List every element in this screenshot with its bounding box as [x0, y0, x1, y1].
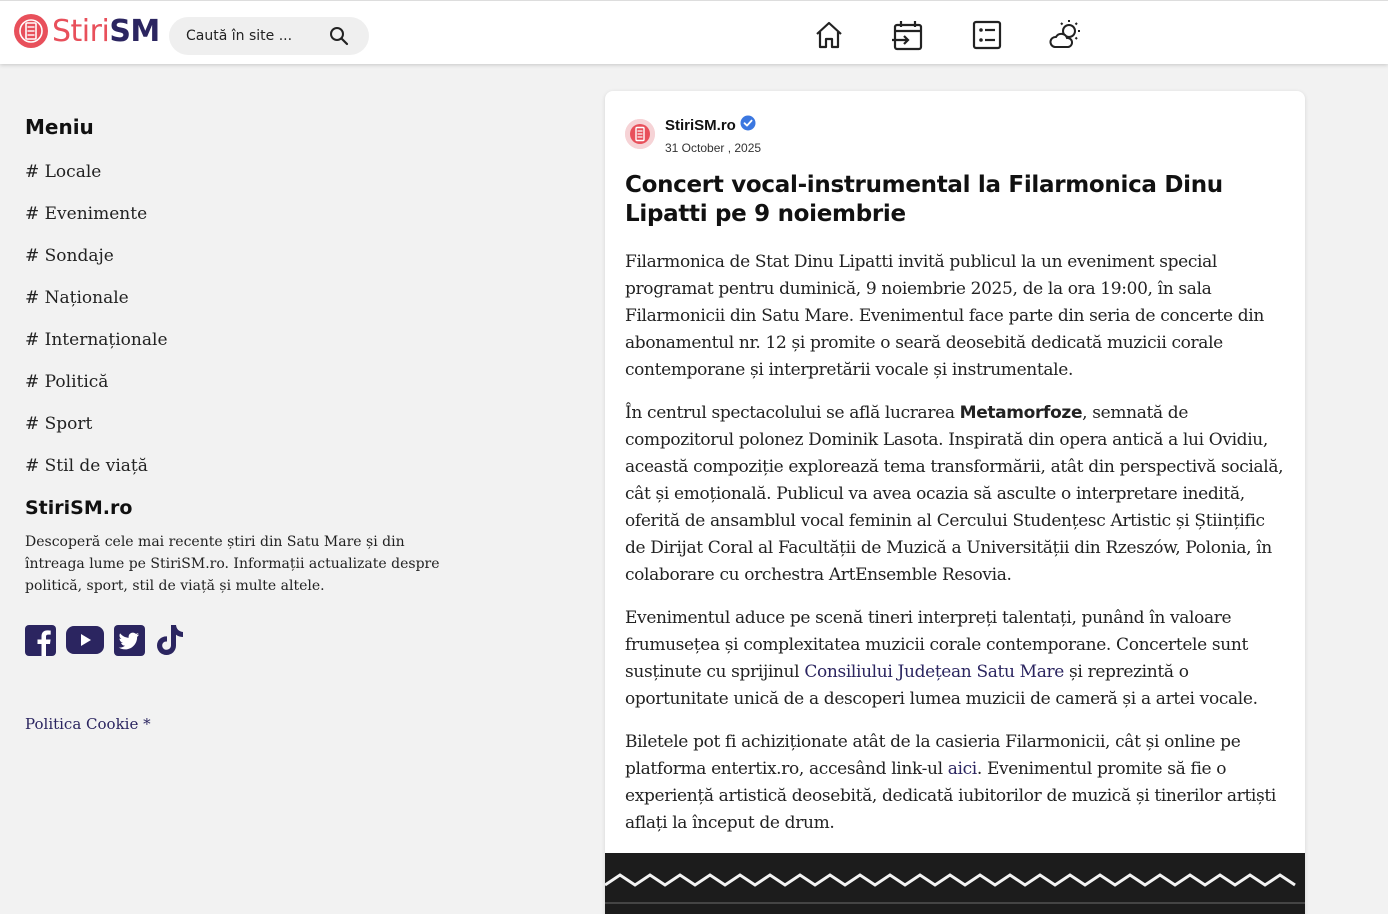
sidebar-item-stil-de-viata[interactable]: # Stil de viață [25, 456, 148, 476]
article-paragraph: Filarmonica de Stat Dinu Lipatti invită publicul la un eveniment special programat pentru duminică, 9 noiembrie 2025, de la ora 19:00, în sala Filarmonicii din Satu Mare. Evenimentul face parte din seria de concerte din abonamentul nr. 12 și promite o seară deosebită dedicată muzicii corale contemporane și interpretării vocale și instrumentale. [625, 252, 1264, 380]
twitter-icon[interactable] [114, 625, 145, 660]
county-council-link[interactable]: Consiliului Județean Satu Mare [804, 662, 1064, 682]
article-image [605, 853, 1305, 914]
site-logo[interactable] [14, 11, 160, 51]
paragraph-text: Evenimentul aduce pe scenă tineri interpreți talentați, punând în valoare frumusețea și complexitatea muzicii corale contemporane. Concertele sunt susținute cu sprijinul [625, 608, 1248, 682]
article-body [625, 249, 1290, 853]
home-icon[interactable] [813, 19, 845, 51]
calendar-icon[interactable] [892, 19, 924, 51]
article-paragraph [625, 729, 1290, 837]
search-box [169, 17, 369, 55]
tickets-link[interactable]: aici [947, 759, 977, 779]
paragraph-text: și reprezintă o oportunitate unică de a descoperi lumea muzicii de cameră și a artei vocale. [625, 662, 1258, 709]
article-author [625, 115, 761, 155]
verified-icon [740, 115, 756, 135]
sidebar-item-evenimente[interactable]: # Evenimente [25, 204, 148, 224]
sidebar-item-nationale[interactable]: # Naționale [25, 288, 129, 308]
sidebar-item-sondaje[interactable]: # Sondaje [25, 246, 114, 266]
logo-text [52, 14, 160, 49]
article-paragraph [625, 400, 1290, 589]
list-icon[interactable] [971, 19, 1003, 51]
tiktok-icon[interactable] [155, 623, 186, 661]
search-icon[interactable] [329, 26, 349, 50]
author-name[interactable] [665, 115, 761, 135]
brand-title: StiriSM.ro [25, 497, 133, 519]
paragraph-text: . Evenimentul promite să fie o experiență artistică deosebită, dedicată iubitorilor de muzică și tinerilor artiști aflați la început de drum. [625, 759, 1276, 833]
sidebar-item-sport[interactable]: # Sport [25, 414, 93, 434]
article-paragraph [625, 605, 1290, 713]
sidebar-item-locale[interactable]: # Locale [25, 162, 102, 182]
site-header [0, 0, 1388, 64]
author-avatar[interactable] [625, 119, 655, 149]
search-input[interactable] [169, 28, 319, 44]
article-title: Concert vocal-instrumental la Filarmonica Dinu Lipatti pe 9 noiembrie [625, 172, 1223, 227]
logo-text-part2: SM [109, 13, 160, 49]
sidebar [25, 115, 445, 733]
weather-icon[interactable] [1049, 19, 1081, 51]
menu-title: Meniu [25, 115, 94, 139]
article-date: 31 October , 2025 [665, 141, 762, 155]
brand-description: Descoperă cele mai recente știri din Satu Mare și din întreaga lume pe StiriSM.ro. Informații actualizate despre politică, sport, stil de viață și multe altele. [25, 534, 440, 594]
author-meta [665, 115, 761, 155]
facebook-icon[interactable] [25, 625, 56, 660]
paragraph-text: În centrul spectacolului se află lucrarea [625, 403, 960, 423]
youtube-icon[interactable] [66, 626, 104, 658]
author-name-text: StiriSM.ro [665, 116, 736, 134]
paragraph-text: Biletele pot fi achiziționate atât de la casieria Filarmonicii, cât și online pe platforma entertix.ro, accesând link-ul [625, 732, 1241, 779]
social-links [25, 623, 445, 661]
article-card [605, 91, 1305, 914]
cookie-policy-link[interactable]: Politica Cookie * [25, 715, 151, 733]
paragraph-text: , semnată de compozitorul polonez Dominik Lasota. Inspirată din opera antică a lui Ovidiu, această compoziție explorează tema transformării, atât din perspectivă socială, cât și emoțională. Publicul va avea ocazia să asculte o interpretare inedită, oferită de ansamblul vocal feminin al Cercului Studențesc Artistic și Științific de Dirijat Coral al Facultății de Muzică a Universității din Rzeszów, Polonia, în colaborare cu orchestra ArtEnsemble Resovia. [625, 403, 1284, 585]
work-title: Metamorfoze [959, 403, 1083, 423]
logo-text-part1: Stiri [52, 13, 110, 49]
logo-icon [14, 14, 48, 48]
sidebar-item-internationale[interactable]: # Internaționale [25, 330, 168, 350]
sidebar-item-politica[interactable]: # Politică [25, 372, 109, 392]
